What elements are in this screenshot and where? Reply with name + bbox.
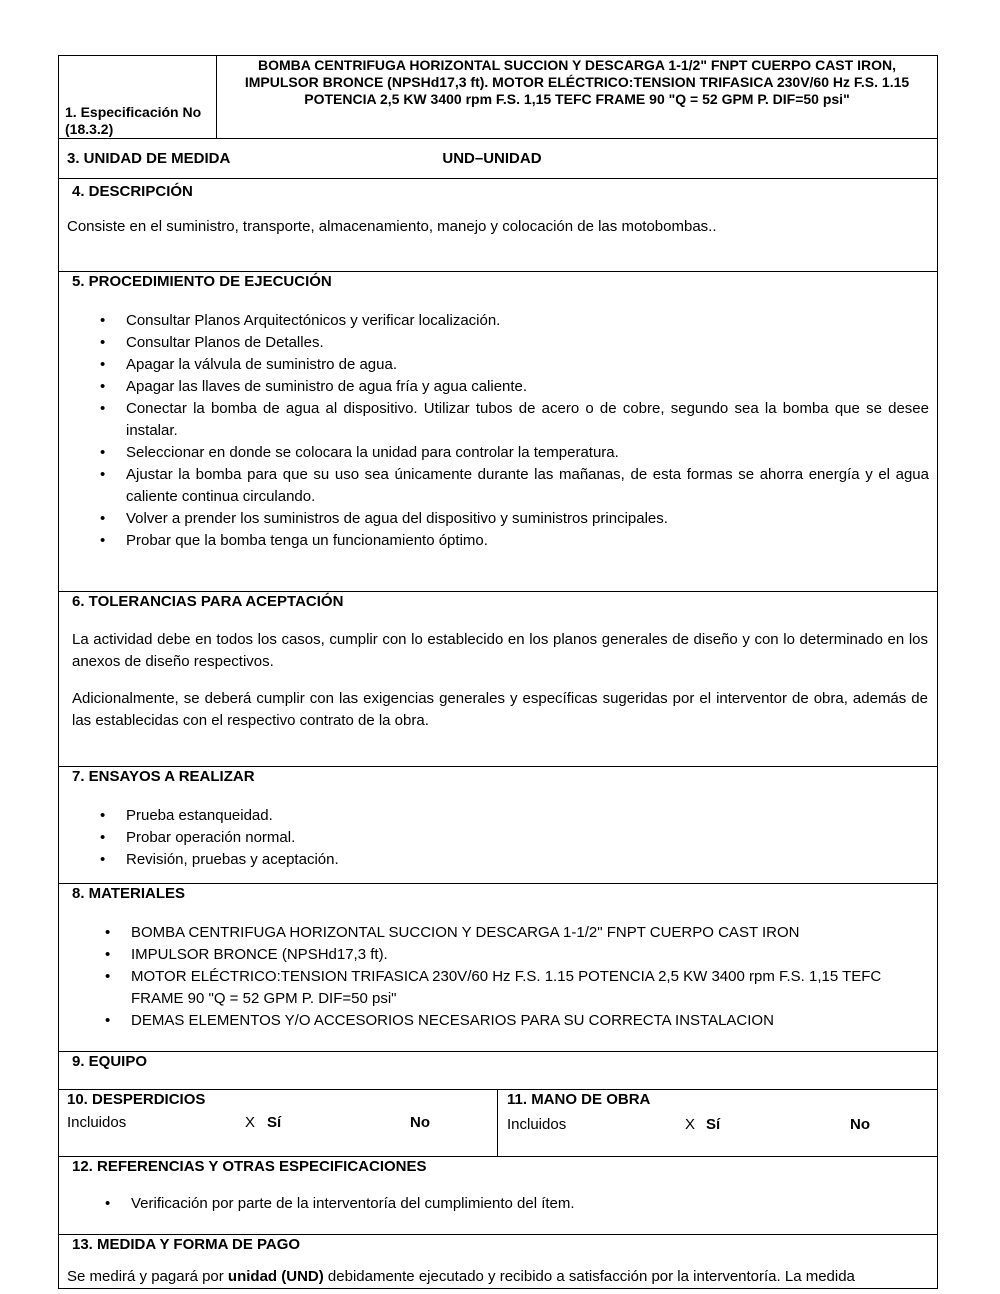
list-item: • IMPULSOR BRONCE (NPSHd17,3 ft). bbox=[131, 944, 917, 966]
spec-number-label: 1. Especificación No (18.3.2) bbox=[59, 56, 217, 138]
list-item: • DEMAS ELEMENTOS Y/O ACCESORIOS NECESARIOS PARA SU CORRECTA INSTALACION bbox=[131, 1010, 917, 1032]
list-item: • MOTOR ELÉCTRICO:TENSION TRIFASICA 230V/60 Hz F.S. 1.15 POTENCIA 2,5 KW 3400 rpm F.S. 1,15 TEFC FRAME 90 "Q = 52 GPM P. DIF=50 psi" bbox=[131, 966, 917, 1010]
spec-document bbox=[58, 55, 938, 1289]
tests-section bbox=[58, 767, 938, 884]
list-item: • Consultar Planos Arquitectónicos y verificar localización. bbox=[126, 310, 929, 332]
labor-no-option: No bbox=[850, 1116, 870, 1133]
list-item: • BOMBA CENTRIFUGA HORIZONTAL SUCCION Y DESCARGA 1-1/2" FNPT CUERPO CAST IRON bbox=[131, 922, 917, 944]
list-item: • Seleccionar en donde se colocara la unidad para controlar la temperatura. bbox=[126, 442, 929, 464]
list-item: • Volver a prender los suministros de agua del dispositivo y suministros principales. bbox=[126, 508, 929, 530]
materials-section bbox=[58, 884, 938, 1052]
labor-included-label: Incluidos bbox=[507, 1116, 567, 1133]
description-title: 4. DESCRIPCIÓN bbox=[72, 183, 193, 200]
list-item: • Revisión, pruebas y aceptación. bbox=[126, 849, 929, 871]
spec-header bbox=[58, 55, 938, 139]
list-item: • Apagar la válvula de suministro de agua. bbox=[126, 354, 929, 376]
waste-yes-option: Sí bbox=[267, 1114, 282, 1131]
tests-title: 7. ENSAYOS A REALIZAR bbox=[72, 768, 255, 785]
description-section bbox=[58, 179, 938, 272]
unit-label: 3. UNIDAD DE MEDIDA bbox=[67, 150, 231, 167]
tolerances-title: 6. TOLERANCIAS PARA ACEPTACIÓN bbox=[72, 593, 344, 610]
labor-included-row bbox=[498, 1110, 937, 1140]
equipment-section bbox=[58, 1052, 938, 1090]
list-item: • Prueba estanqueidad. bbox=[126, 805, 929, 827]
description-text: Consiste en el suministro, transporte, almacenamiento, manejo y colocación de las motobombas.. bbox=[67, 218, 717, 235]
equipment-title: 9. EQUIPO bbox=[72, 1053, 148, 1070]
list-item: • Verificación por parte de la interventoría del cumplimiento del ítem. bbox=[131, 1193, 929, 1215]
labor-yes-option: Sí bbox=[706, 1116, 721, 1133]
labor-section bbox=[498, 1090, 937, 1156]
waste-included-row bbox=[59, 1110, 497, 1140]
tolerances-paragraph-1: La actividad debe en todos los casos, cumplir con lo establecido en los planos generales de diseño y con lo determinado en los anexos de diseño respectivos. bbox=[72, 631, 928, 670]
payment-title: 13. MEDIDA Y FORMA DE PAGO bbox=[72, 1236, 301, 1253]
references-list bbox=[59, 1177, 937, 1215]
unit-row bbox=[58, 139, 938, 179]
references-title: 12. REFERENCIAS Y OTRAS ESPECIFICACIONES bbox=[72, 1158, 427, 1175]
references-section bbox=[58, 1157, 938, 1235]
procedure-list bbox=[59, 292, 937, 552]
materials-list bbox=[59, 904, 937, 1032]
list-item: • Consultar Planos de Detalles. bbox=[126, 332, 929, 354]
labor-title: 11. MANO DE OBRA bbox=[507, 1091, 651, 1108]
procedure-section bbox=[58, 272, 938, 592]
list-item: • Probar operación normal. bbox=[126, 827, 929, 849]
tolerances-section bbox=[58, 592, 938, 767]
spec-title: BOMBA CENTRIFUGA HORIZONTAL SUCCION Y DESCARGA 1-1/2" FNPT CUERPO CAST IRON, IMPULSOR BRONCE (NPSHd17,3 ft). MOTOR ELÉCTRICO:TENSION TRIFASICA 230V/60 Hz F.S. 1.15 POTENCIA 2,5 KW 3400 rpm F.S. 1,15 TEFC FRAME 90 "Q = 52 GPM P. DIF=50 psi" bbox=[244, 57, 910, 107]
payment-text-end: debidamente ejecutado y recibido a satisfacción por la interventoría. La medida bbox=[323, 1268, 855, 1285]
list-item: • Probar que la bomba tenga un funcionamiento óptimo. bbox=[126, 530, 929, 552]
tests-list bbox=[59, 787, 937, 871]
payment-section bbox=[58, 1235, 938, 1289]
payment-unit-bold: unidad (UND) bbox=[227, 1268, 324, 1285]
unit-value: UND–UNIDAD bbox=[442, 150, 542, 167]
tolerances-paragraph-2: Adicionalmente, se deberá cumplir con las exigencias generales y específicas sugeridas por el interventor de obra, además de las establecidas con el respectivo contrato de la obra. bbox=[72, 690, 928, 729]
waste-title: 10. DESPERDICIOS bbox=[67, 1091, 206, 1108]
list-item: • Apagar las llaves de suministro de agua fría y agua caliente. bbox=[126, 376, 929, 398]
labor-check-mark: X bbox=[685, 1116, 696, 1133]
list-item: • Conectar la bomba de agua al dispositivo. Utilizar tubos de acero o de cobre, segundo sea la bomba que se desee instalar. bbox=[126, 398, 929, 442]
payment-text-start: Se medirá y pagará por bbox=[67, 1268, 228, 1285]
waste-labor-row bbox=[58, 1090, 938, 1157]
waste-check-mark: X bbox=[245, 1114, 256, 1131]
payment-text bbox=[59, 1255, 937, 1288]
waste-no-option: No bbox=[410, 1114, 430, 1131]
waste-included-label: Incluidos bbox=[67, 1114, 127, 1131]
waste-section bbox=[59, 1090, 498, 1156]
materials-title: 8. MATERIALES bbox=[72, 885, 186, 902]
list-item: • Ajustar la bomba para que su uso sea únicamente durante las mañanas, de esta formas se ahorra energía y el agua caliente continua circulando. bbox=[126, 464, 929, 508]
procedure-title: 5. PROCEDIMIENTO DE EJECUCIÓN bbox=[72, 273, 332, 290]
